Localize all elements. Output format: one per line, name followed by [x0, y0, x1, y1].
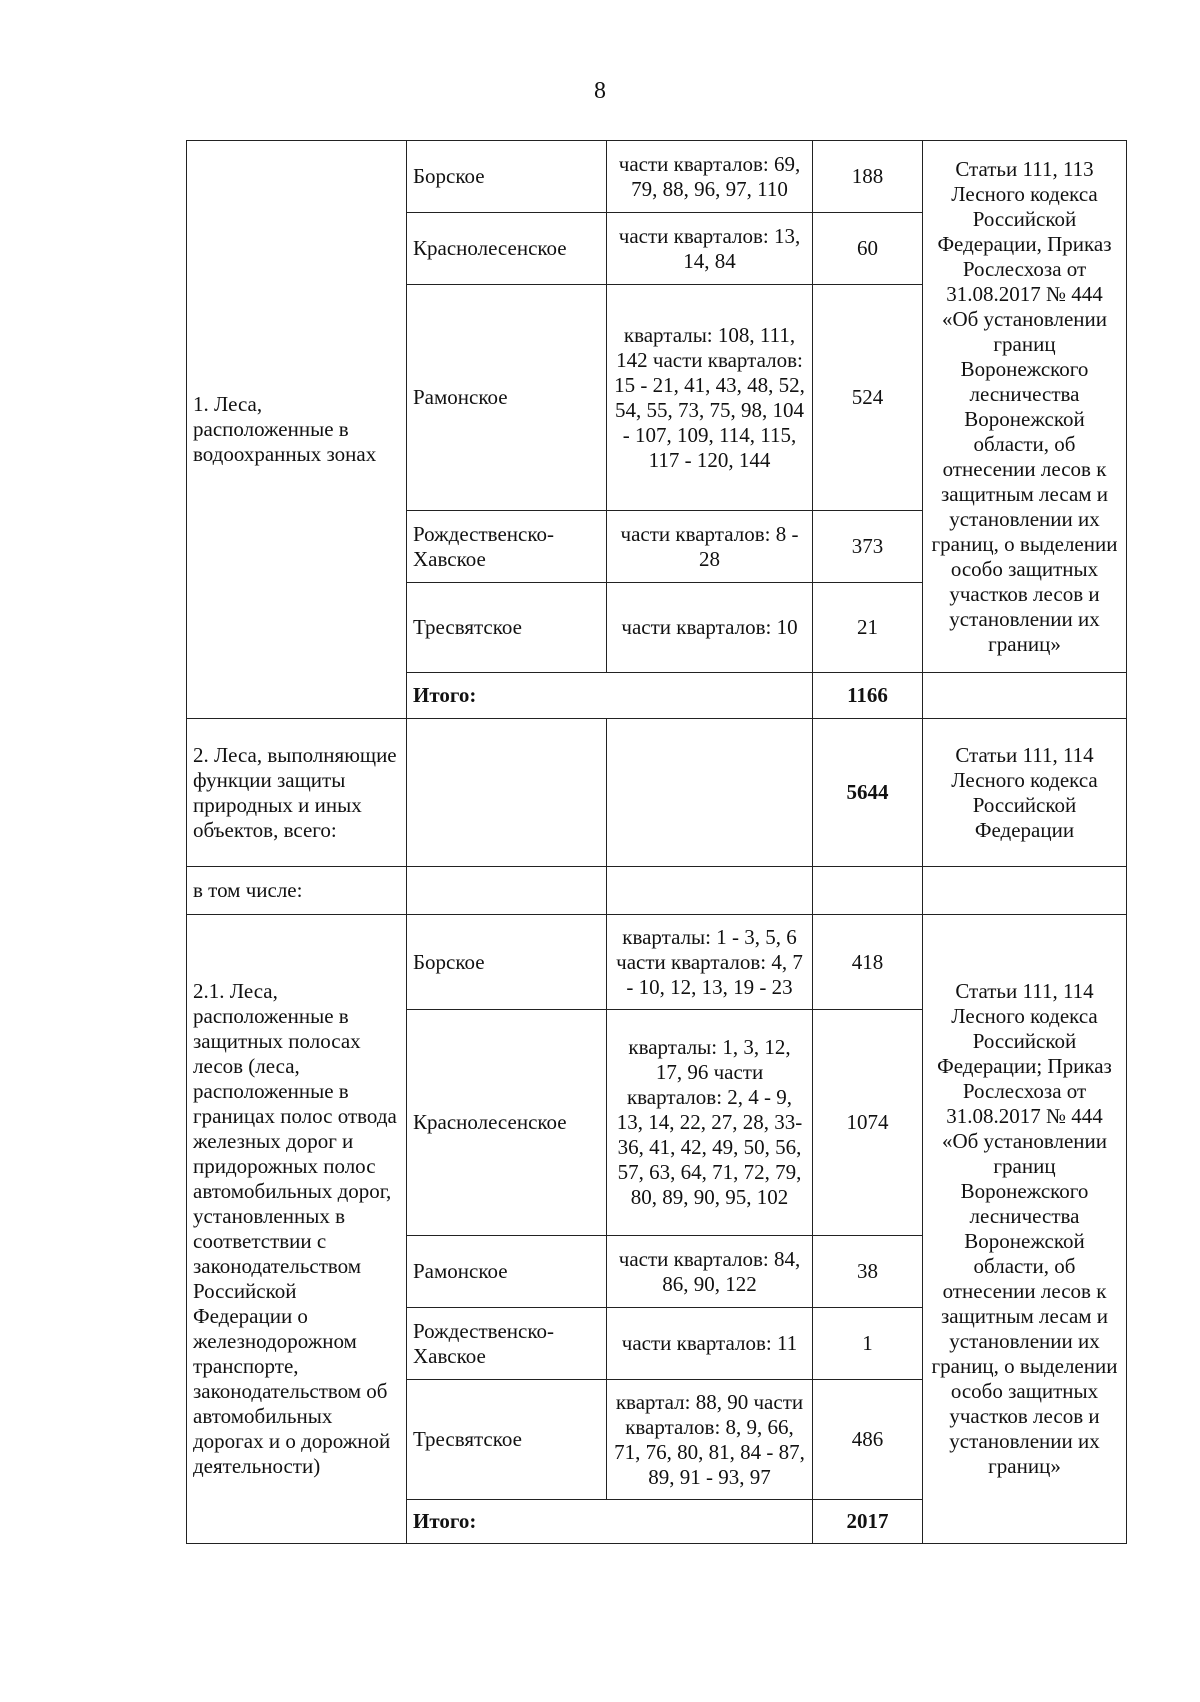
empty-cell [813, 867, 923, 915]
table-row [187, 915, 1127, 1010]
district-cell: Тресвятское [407, 583, 607, 673]
area-cell: 38 [813, 1236, 923, 1308]
forest-table [186, 140, 1127, 1544]
area-cell: 21 [813, 583, 923, 673]
including-label: в том числе: [187, 867, 407, 915]
quarters-cell: части кварталов: 8 - 28 [607, 511, 813, 583]
area-cell: 373 [813, 511, 923, 583]
quarters-cell: части кварталов: 10 [607, 583, 813, 673]
quarters-cell: кварталы: 108, 111, 142 части кварталов: 15 - 21, 41, 43, 48, 52, 54, 55, 73, 75, 98, 104 - 107, 109, 114, 115, 117 - 120, 144 [607, 285, 813, 511]
category-cell: 2. Леса, выполняющие функции защиты природных и иных объектов, всего: [187, 719, 407, 867]
area-cell: 486 [813, 1380, 923, 1500]
total-label: Итого: [407, 1500, 813, 1544]
empty-cell [607, 867, 813, 915]
category-cell: 2.1. Леса, расположенные в защитных полосах лесов (леса, расположенные в границах полос отвода железных дорог и придорожных полос автомобильных дорог, установленных в соответствии с законодательством Российской Федерации о железнодорожном транспорте, законодательством об автомобильных дорогах и о дорожной деятельности) [187, 915, 407, 1544]
table-row [187, 867, 1127, 915]
empty-cell [607, 719, 813, 867]
area-cell: 1074 [813, 1010, 923, 1236]
legal-basis-cell: Статьи 111, 114 Лесного кодекса Российской Федерации; Приказ Рослесхоза от 31.08.2017 № 444 «Об установлении границ Воронежского лесничества Воронежской области, об отнесении лесов к защитным лесам и установлении их границ, о выделении особо защитных участков лесов и установлении их границ» [923, 915, 1127, 1544]
quarters-cell: кварталы: 1 - 3, 5, 6 части кварталов: 4, 7 - 10, 12, 13, 19 - 23 [607, 915, 813, 1010]
table-row [187, 719, 1127, 867]
district-cell: Рождественско-Хавское [407, 1308, 607, 1380]
legal-basis-cell: Статьи 111, 113 Лесного кодекса Российской Федерации, Приказ Рослесхоза от 31.08.2017 № 444 «Об установлении границ Воронежского лесничества Воронежской области, об отнесении лесов к защитным лесам и установлении их границ, о выделении особо защитных участков лесов и установлении их границ» [923, 141, 1127, 673]
district-cell: Борское [407, 915, 607, 1010]
empty-cell [407, 719, 607, 867]
total-value: 1166 [813, 673, 923, 719]
quarters-cell: квартал: 88, 90 части кварталов: 8, 9, 66, 71, 76, 80, 81, 84 - 87, 89, 91 - 93, 97 [607, 1380, 813, 1500]
district-cell: Краснолесенское [407, 213, 607, 285]
area-cell: 60 [813, 213, 923, 285]
district-cell: Рамонское [407, 285, 607, 511]
total-value: 2017 [813, 1500, 923, 1544]
area-cell: 524 [813, 285, 923, 511]
area-cell: 1 [813, 1308, 923, 1380]
empty-cell [407, 867, 607, 915]
legal-basis-cell: Статьи 111, 114 Лесного кодекса Российской Федерации [923, 719, 1127, 867]
quarters-cell: части кварталов: 11 [607, 1308, 813, 1380]
district-cell: Рамонское [407, 1236, 607, 1308]
district-cell: Краснолесенское [407, 1010, 607, 1236]
page-number: 8 [594, 78, 606, 104]
area-cell: 418 [813, 915, 923, 1010]
quarters-cell: части кварталов: 13, 14, 84 [607, 213, 813, 285]
district-cell: Рождественско-Хавское [407, 511, 607, 583]
category-cell: 1. Леса, расположенные в водоохранных зонах [187, 141, 407, 719]
empty-cell [923, 867, 1127, 915]
table-row [187, 141, 1127, 213]
area-cell: 5644 [813, 719, 923, 867]
total-label: Итого: [407, 673, 813, 719]
quarters-cell: части кварталов: 69, 79, 88, 96, 97, 110 [607, 141, 813, 213]
district-cell: Тресвятское [407, 1380, 607, 1500]
empty-cell [923, 673, 1127, 719]
district-cell: Борское [407, 141, 607, 213]
quarters-cell: части кварталов: 84, 86, 90, 122 [607, 1236, 813, 1308]
quarters-cell: кварталы: 1, 3, 12, 17, 96 части кварталов: 2, 4 - 9, 13, 14, 22, 27, 28, 33-36, 41, 42, 49, 50, 56, 57, 63, 64, 71, 72, 79, 80, 89, 90, 95, 102 [607, 1010, 813, 1236]
area-cell: 188 [813, 141, 923, 213]
